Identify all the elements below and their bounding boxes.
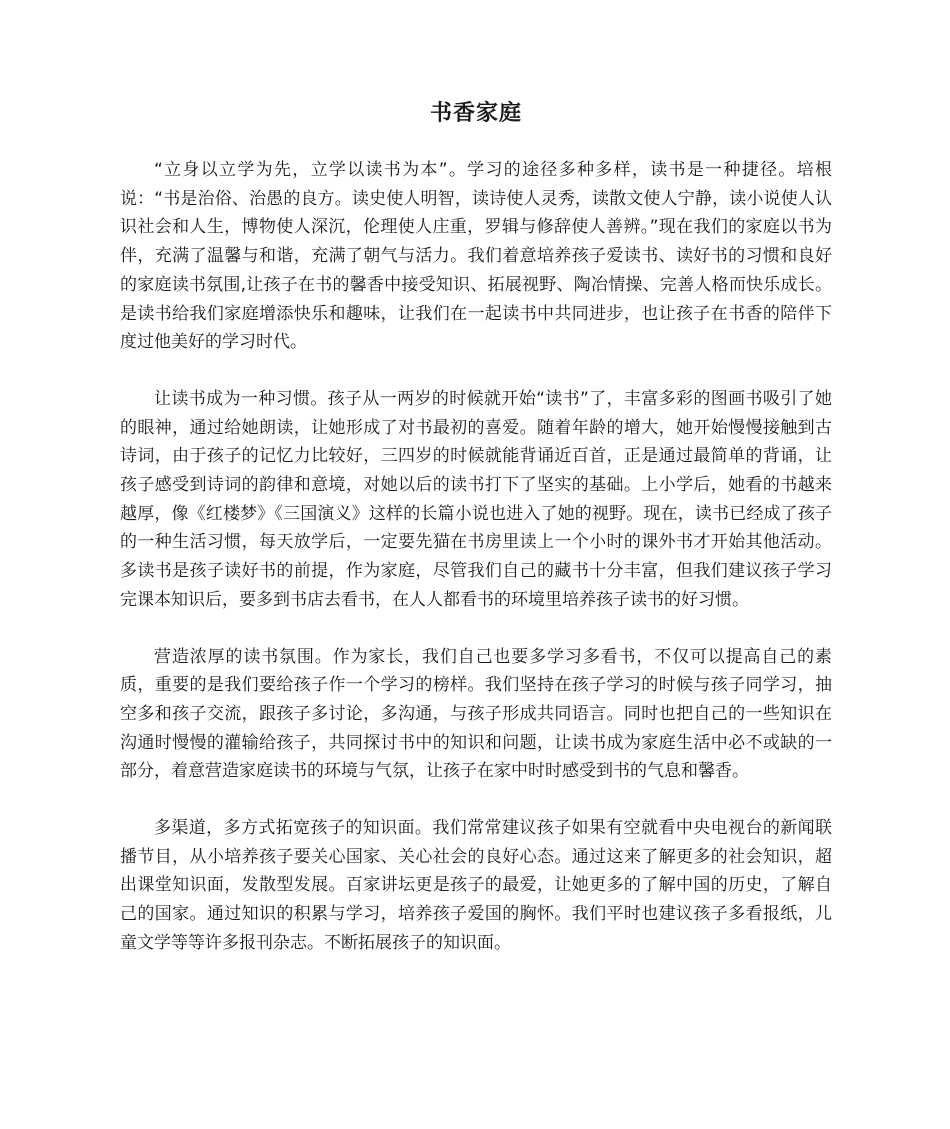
paragraph-reading-habit: 让读书成为一种习惯。孩子从一两岁的时候就开始“读书”了，丰富多彩的图画书吸引了她的眼神，通过给她朗读，让她形成了对书最初的喜爱。随着年龄的增大，她开始慢慢接触到古诗词，由于孩子的记忆力比较好，三四岁的时候就能背诵近百首，正是通过最简单的背诵，让孩子感受到诗词的韵律和意境，对她以后的读书打下了坚实的基础。上小学后，她看的书越来越厚，像《红楼梦》《三国演义》这样的长篇小说也进入了她的视野。现在，读书已经成了孩子的一种生活习惯，每天放学后，一定要先猫在书房里读上一个小时的课外书才开始其他活动。多读书是孩子读好书的前提，作为家庭，尽管我们自己的藏书十分丰富，但我们建议孩子学习完课本知识后，要多到书店去看书，在人人都看书的环境里培养孩子读书的好习惯。 (120, 388, 832, 610)
document-title: 书香家庭 (429, 101, 522, 126)
document-page (120, 98, 832, 986)
paragraph-reading-atmosphere: 营造浓厚的读书氛围。作为家长，我们自己也要多学习多看书，不仅可以提高自己的素质，重要的是我们要给孩子作一个学习的榜样。我们坚持在孩子学习的时候与孩子同学习，抽空多和孩子交流，跟孩子多讨论，多沟通，与孩子形成共同语言。同时也把自己的一些知识在沟通时慢慢的灌输给孩子，共同探讨书中的知识和问题，让读书成为家庭生活中必不或缺的一部分，着意营造家庭读书的环境与气氛，让孩子在家中时时感受到书的气息和馨香。 (120, 646, 832, 782)
paragraph-broaden-knowledge: 多渠道，多方式拓宽孩子的知识面。我们常常建议孩子如果有空就看中央电视台的新闻联播节目，从小培养孩子要关心国家、关心社会的良好心态。通过这来了解更多的社会知识，超出课堂知识面，发散型发展。百家讲坛更是孩子的最爱，让她更多的了解中国的历史，了解自己的国家。通过知识的积累与学习，培养孩子爱国的胸怀。我们平时也建议孩子多看报纸，儿童文学等等许多报刊杂志。不断拓展孩子的知识面。 (120, 818, 832, 953)
paragraph-intro: “立身以立学为先，立学以读书为本”。学习的途径多种多样，读书是一种捷径。培根说：“书是治俗、治愚的良方。读史使人明智，读诗使人灵秀，读散文使人宁静，读小说使人认识社会和人生，博物使人深沉，伦理使人庄重，罗辑与修辞使人善辨。”现在我们的家庭以书为伴，充满了温馨与和谐，充满了朝气与活力。我们着意培养孩子爱读书、读好书的习惯和良好的家庭读书氛围,让孩子在书的馨香中接受知识、拓展视野、陶冶情操、完善人格而快乐成长。是读书给我们家庭增添快乐和趣味，让我们在一起读书中共同进步，也让孩子在书香的陪伴下度过他美好的学习时代。 (120, 160, 832, 353)
